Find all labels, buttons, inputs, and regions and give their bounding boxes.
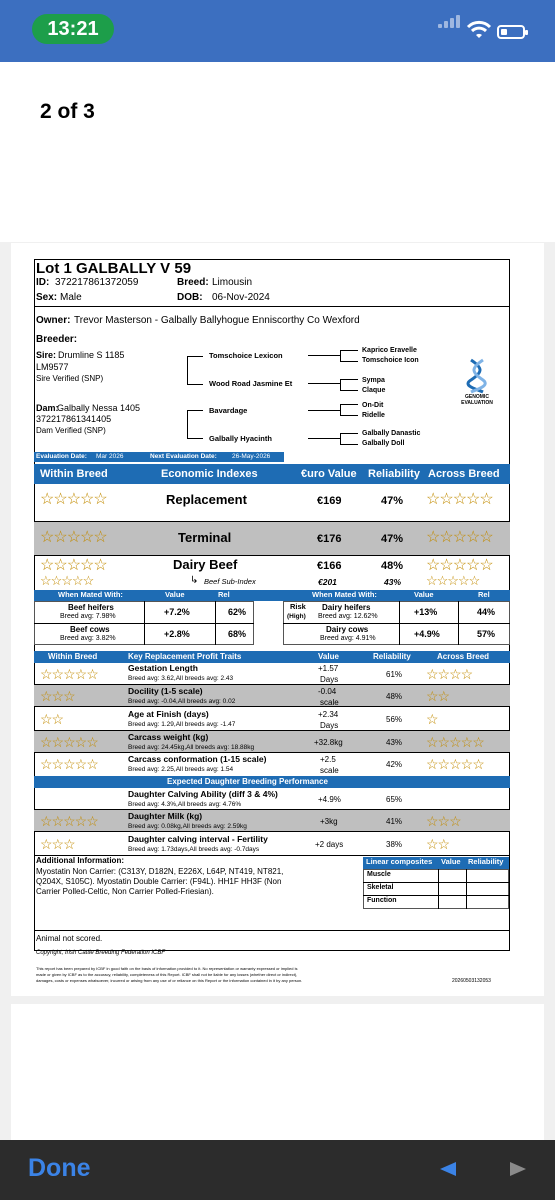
ssd: Tomschoice Icon [362,357,419,364]
battery-icon [497,25,525,39]
docility-label: Docility (1-5 scale) [128,686,203,696]
cconf-rel: 42% [386,760,403,769]
t-h-within: Within Breed [48,652,98,661]
dairy-cows-avg: Breed avg: 4.91% [320,635,376,642]
dairybeef-value: €166 [317,560,342,572]
dam-name: Galbally Nessa 1405 [57,403,141,413]
cconf-value: +2.5 [320,755,336,764]
replacement-across-stars: ☆☆☆☆☆ [426,491,493,508]
genomic-label: GENOMIC [465,394,489,400]
ddd: Galbally Doll [362,440,405,447]
h-within: Within Breed [40,468,108,480]
cweight-label: Carcass weight (kg) [128,732,209,742]
dsd: Ridelle [362,412,385,419]
dam-id: 372217861341405 [36,414,112,424]
expected-header-label: Expected Daughter Breeding Performance [167,777,328,786]
cweight-value: +32.8kg [314,738,343,747]
next-page [11,1004,544,1140]
docility-unit: scale [320,698,339,707]
mated-val-right: Value [414,590,434,599]
milk-avg: Breed avg: 0.08kg,All breeds avg: 2.59kg [128,823,247,830]
sire-dam: Wood Road Jasmine Et [209,379,293,388]
h-index: Economic Indexes [161,468,258,480]
replacement-within-stars: ☆☆☆☆☆ [40,491,107,508]
t-h-rel: Reliability [373,652,411,661]
interval-value: +2 days [315,840,344,849]
interval-across-stars: ☆☆ [426,836,450,852]
docility-across-stars: ☆☆ [426,688,450,704]
dam-dam: Galbally Hyacinth [209,434,272,443]
linear-function: Function [367,897,397,904]
sire-label: Sire: [36,350,57,360]
gestation-unit: Days [320,675,339,684]
mated-val-left: Value [165,590,185,599]
terminal-rel: 47% [381,533,404,545]
dam-label: Dam: [36,403,59,413]
breed-label: Breed: [177,277,209,288]
milk-label: Daughter Milk (kg) [128,811,203,821]
subindex-arrow-icon: ↳ [190,575,199,586]
cconf-within-stars: ☆☆☆☆☆ [40,756,98,772]
cconf-label: Carcass conformation (1-15 scale) [128,754,267,764]
calving-ability-rel: 65% [386,795,403,804]
viewer-header [0,62,555,242]
finish-value: +2.34 [318,710,339,719]
terminal-label: Terminal [178,530,232,545]
mated-h-right: When Mated With: [312,590,377,599]
wifi-icon [466,20,492,40]
beef-heifers-avg: Breed avg: 7.98% [60,613,116,620]
calving-ability-label: Daughter Calving Ability (diff 3 & 4%) [128,789,278,799]
clock: 13:21 [32,14,114,44]
subindex-across-stars: ☆☆☆☆☆ [426,573,480,588]
linear-muscle: Muscle [367,871,391,878]
dairy-cows-label: Dairy cows [326,625,369,634]
milk-across-stars: ☆☆☆ [426,813,461,829]
cconf-avg: Breed avg: 2.25,All breeds avg: 1.54 [128,766,234,773]
gestation-avg: Breed avg: 3.62,All breeds avg: 2.43 [128,675,234,682]
subindex-rel: 43% [384,577,402,587]
calving-ability-avg: Breed avg: 4.3%,All breeds avg: 4.76% [128,801,242,808]
animal-id: 372217861372059 [55,277,139,288]
dds: Galbally Danastic [362,430,421,437]
docility-rel: 48% [386,692,403,701]
cweight-rel: 43% [386,738,403,747]
lot-title: Lot 1 GALBALLY V 59 [36,260,192,277]
beef-heifers-rel: 62% [228,607,247,617]
replacement-rel: 47% [381,495,404,507]
page-indicator: 2 of 3 [40,100,95,123]
beef-heifers-label: Beef heifers [68,603,114,612]
terminal-within-stars: ☆☆☆☆☆ [40,529,107,546]
subindex-label: Beef Sub-Index [204,577,256,586]
sdd: Claque [362,387,386,394]
replacement-value: €169 [317,495,342,507]
interval-label: Daughter calving interval - Fertility [128,834,268,844]
mated-h-left: When Mated With: [58,590,123,599]
gestation-value: +1.57 [318,664,339,673]
dairy-cows-rel: 57% [477,629,496,639]
finish-across-stars: ☆ [426,711,438,727]
linear-h-rel: Reliability [468,857,504,866]
beef-heifers-value: +7.2% [164,607,190,617]
disclaimer-1: This report has been prepared by ICBF in good faith on the basis of information provided to it. No representation or warranty expressed or implied is [36,966,298,971]
interval-within-stars: ☆☆☆ [40,836,75,852]
sex: Male [60,292,82,303]
sss: Kaprico Eravelle [362,347,417,354]
dob: 06-Nov-2024 [212,292,270,303]
eval-date: Mar 2026 [96,453,124,460]
info-line-3: Carrier Polled-Celtic, Non Carrier Polled-Friesian). [36,887,214,896]
t-h-across: Across Breed [437,652,490,661]
terminal-across-stars: ☆☆☆☆☆ [426,529,493,546]
beef-cows-value: +2.8% [164,629,190,639]
gestation-within-stars: ☆☆☆☆☆ [40,666,98,682]
dam-verified: Dam Verified (SNP) [36,426,106,435]
previous-page-icon[interactable] [440,1162,456,1176]
linear-h: Linear composites [366,857,433,866]
status-bar [0,0,555,62]
next-eval-label: Next Evaluation Date: [150,453,217,460]
not-scored: Animal not scored. [36,934,103,943]
info-line-1: Myostatin Non Carrier: (C313Y, D182N, E226X, L64P, NT419, NT821, [36,867,284,876]
dairy-cows-value: +4.9% [414,629,440,639]
breed: Limousin [212,277,253,288]
replacement-label: Replacement [166,492,247,507]
risk-high: (High) [287,613,306,620]
h-across: Across Breed [428,468,500,480]
calving-ability-value: +4.9% [318,795,341,804]
disclaimer-2: made or given by ICBF as to the accuracy, reliability, completeness of this Report. ICBF shall not be liable for any losses (whether direct or indirect), [36,972,298,977]
gestation-rel: 61% [386,670,403,679]
docility-value: -0.04 [318,687,337,696]
cweight-avg: Breed avg: 24.45kg,All breeds avg: 18.88kg [128,744,255,751]
gestation-across-stars: ☆☆☆☆ [426,666,473,682]
cconf-across-stars: ☆☆☆☆☆ [426,756,484,772]
cconf-unit: scale [320,766,339,775]
beef-cows-label: Beef cows [70,625,110,634]
sire-sire: Tomschoice Lexicon [209,351,283,360]
cweight-within-stars: ☆☆☆☆☆ [40,734,98,750]
subindex-within-stars: ☆☆☆☆☆ [40,573,94,588]
dairybeef-across-stars: ☆☆☆☆☆ [426,557,493,574]
dairybeef-within-stars: ☆☆☆☆☆ [40,557,107,574]
docility-within-stars: ☆☆☆ [40,688,75,704]
finish-within-stars: ☆☆ [40,711,64,727]
milk-value: +3kg [320,817,338,826]
dairybeef-label: Dairy Beef [173,557,238,572]
next-page-icon[interactable] [510,1162,526,1176]
gestation-label: Gestation Length [128,663,198,673]
cweight-across-stars: ☆☆☆☆☆ [426,734,484,750]
dna-icon [466,358,488,394]
t-h-key: Key Replacement Profit Traits [128,652,242,661]
finish-avg: Breed avg: 1.29,All breeds avg: -1.47 [128,721,236,728]
disclaimer-3: damages, costs or expenses whatsoever, incurred or arising from any use of or reliance on this Report or the information contained in it by any person. [36,978,303,983]
milk-within-stars: ☆☆☆☆☆ [40,813,98,829]
finish-unit: Days [320,721,339,730]
beef-cows-avg: Breed avg: 3.82% [60,635,116,642]
sire-verified: Sire Verified (SNP) [36,374,104,383]
h-rel: Reliability [368,468,420,480]
dairy-heifers-avg: Breed avg: 12.62% [318,613,378,620]
eval-date-label: Evaluation Date: [36,453,87,460]
evaluation-label: EVALUATION [461,400,493,406]
finish-label: Age at Finish (days) [128,709,209,719]
done-button[interactable]: Done [28,1154,91,1182]
finish-rel: 56% [386,715,403,724]
owner-label: Owner: [36,315,71,326]
dam-sire: Bavardage [209,406,248,415]
linear-h-val: Value [441,857,461,866]
next-eval-date: 26-May-2026 [232,453,271,460]
interval-rel: 38% [386,840,403,849]
terminal-value: €176 [317,533,342,545]
owner: Trevor Masterson - Galbally Ballyhogue Enniscorthy Co Wexford [74,315,360,326]
additional-info-label: Additional Information: [36,856,124,865]
dairy-heifers-rel: 44% [477,607,496,617]
sire-name: Drumline S 1185 [58,350,125,360]
copyright: Copyright, Irish Cattle Breeding Federation ICBF [36,950,166,956]
docility-avg: Breed avg: -0.04,All breeds avg: 0.02 [128,698,236,705]
t-h-value: Value [318,652,339,661]
info-line-2: Q204X, S105C). Myostatin Double Carrier: (F94L). HH1F HH3F (Non [36,877,282,886]
h-value: €uro Value [301,468,357,480]
dss: On-Dit [362,402,384,409]
sds: Sympa [362,377,385,384]
beef-cows-rel: 68% [228,629,247,639]
milk-rel: 41% [386,817,403,826]
mated-rel-right: Rel [478,590,490,599]
mated-rel-left: Rel [218,590,230,599]
report-code: 20260503132053 [452,978,491,984]
dairybeef-rel: 48% [381,560,404,572]
linear-skeletal: Skeletal [367,884,394,891]
dob-label: DOB: [177,292,203,303]
risk-label: Risk [290,602,306,611]
dairy-heifers-label: Dairy heifers [322,603,371,612]
interval-avg: Breed avg: 1.73days,All breeds avg: -0.7days [128,846,260,853]
id-label: ID: [36,277,50,288]
sire-code: LM9577 [36,362,69,372]
sex-label: Sex: [36,292,58,303]
subindex-value: €201 [318,577,337,587]
breeder-label: Breeder: [36,334,78,345]
dairy-heifers-value: +13% [414,607,438,617]
